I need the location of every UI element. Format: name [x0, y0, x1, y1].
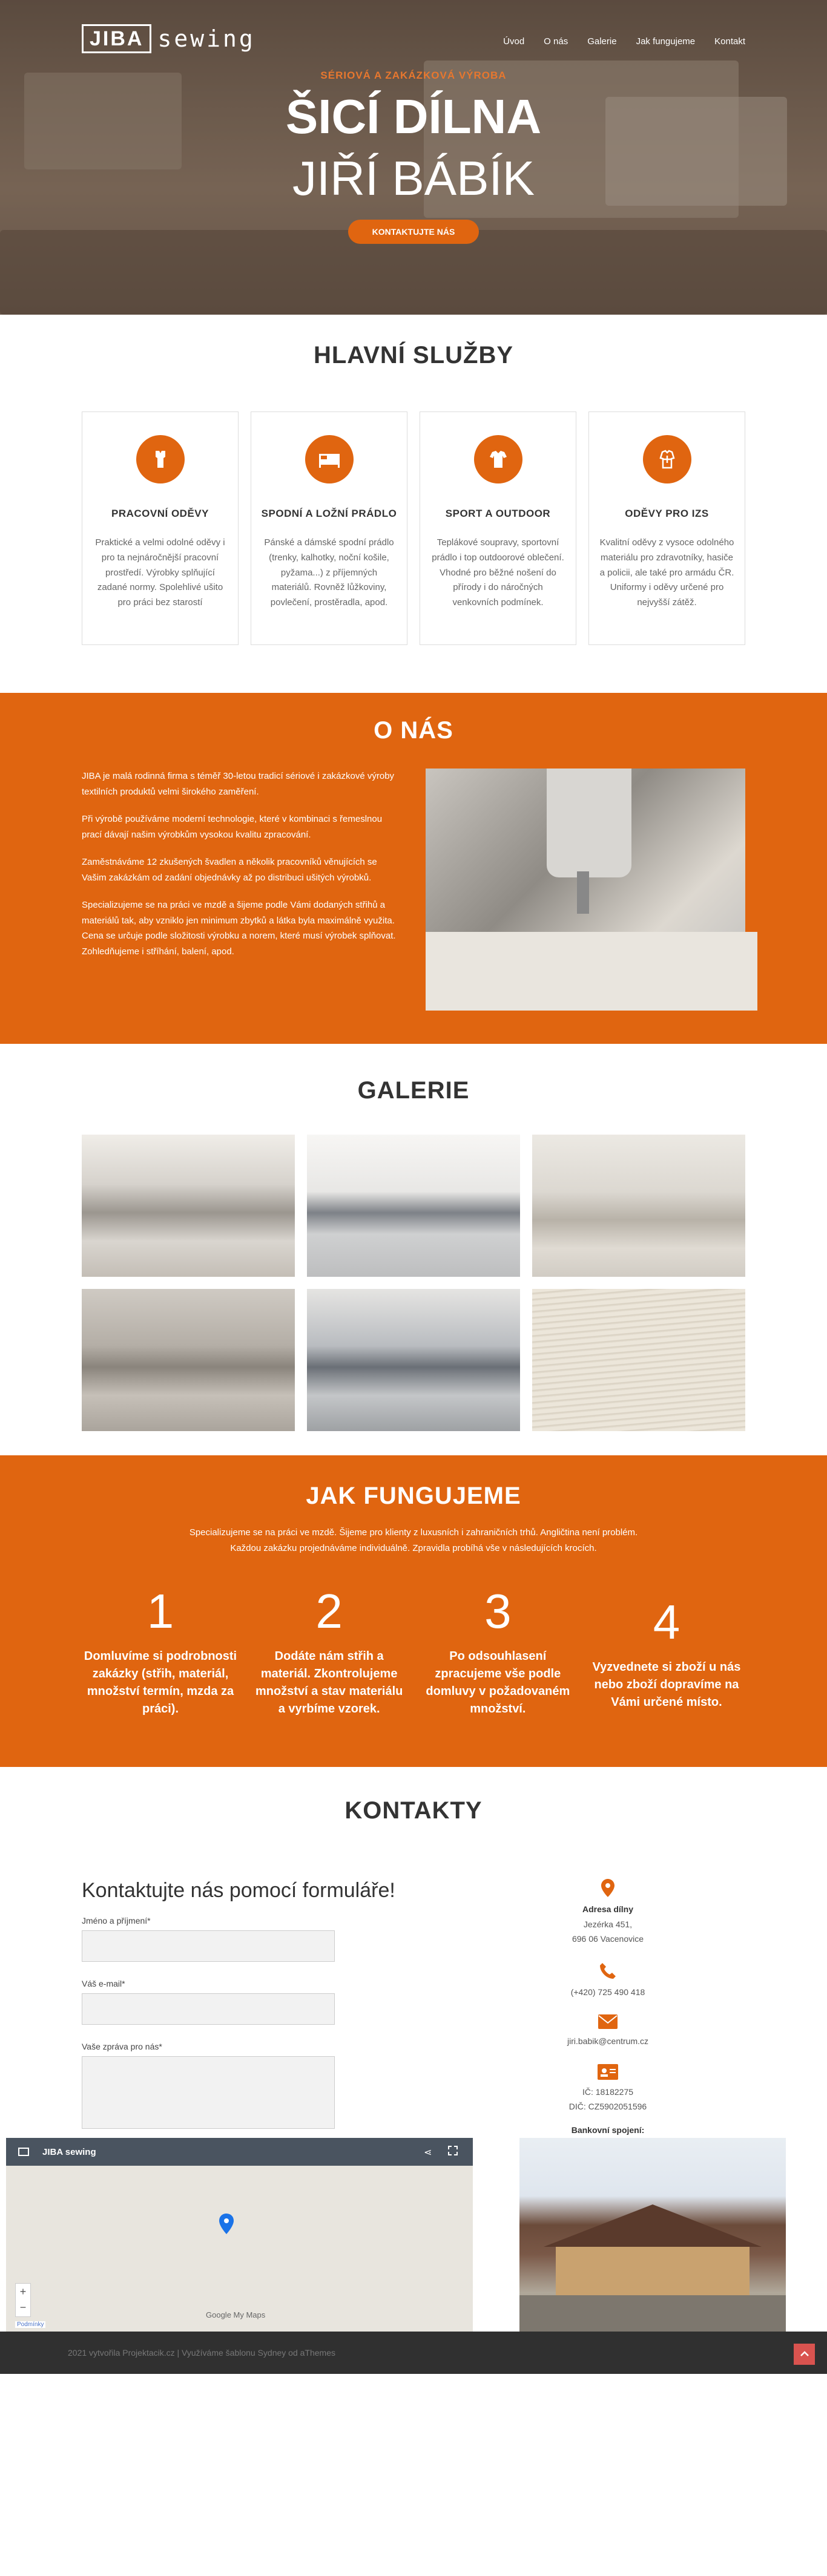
menu: [503, 36, 745, 47]
form-title: Kontaktujte nás pomocí formuláře!: [82, 1879, 395, 1902]
map-pin-icon[interactable]: [219, 2214, 234, 2234]
address-line: Jezérka 451,: [583, 1919, 633, 1929]
map-terms-link[interactable]: Podmínky: [15, 2321, 45, 2328]
service-card-title: ODĚVY PRO IZS: [625, 508, 709, 519]
service-card-desc: Pánské a dámské spodní prádlo (trenky, kalhotky, noční košile, pyžama...) z příjemných materiálů. Rovněž lůžkoviny, povlečení, prostěradla, apod.: [264, 537, 394, 608]
gallery-image[interactable]: [532, 1289, 745, 1431]
how-subtitle: [0, 1525, 827, 1557]
how-title: JAK FUNGUJEME: [306, 1483, 521, 1509]
how-subtitle-line: Každou zakázku projednáváme individuálně. Zpravidla probíhá vše v následujících krocích.: [230, 1543, 597, 1554]
main-navigation: [82, 24, 745, 61]
message-field[interactable]: [82, 2056, 335, 2129]
fullscreen-icon[interactable]: [448, 2146, 458, 2155]
step-number: 4: [653, 1594, 680, 1649]
sport-icon: [474, 435, 522, 483]
about-paragraph: Při výrobě používáme moderní technologie, které v kombinaci s řemeslnou prací dávají našim výrobkům vysokou kvalitu zpracování.: [82, 814, 383, 840]
step-number: 3: [484, 1584, 512, 1638]
contact-info: [547, 1879, 668, 2182]
phone-icon: [599, 1962, 617, 1980]
gallery-grid: [82, 1135, 745, 1431]
map-attribution: Google My Maps: [206, 2310, 266, 2319]
step-description: Dodáte nám střih a materiál. Zkontrolujeme množství a stav materiálu a vyrbíme vzorek.: [255, 1649, 403, 1716]
gallery-image[interactable]: [82, 1289, 295, 1431]
service-card: [420, 411, 576, 645]
service-card-desc: Teplákové soupravy, sportovní prádlo i top outdoorové oblečení. Vhodné pro běžné nošení do přírody i do náročných venkovních podmínek.: [432, 537, 564, 608]
map-sidebar-icon[interactable]: [18, 2148, 29, 2156]
email-field[interactable]: [82, 1993, 335, 2025]
id-card-icon: [598, 2064, 618, 2080]
logo-box: JIBA: [82, 24, 151, 53]
service-card: [82, 411, 239, 645]
nav-item-jak-fungujeme[interactable]: Jak fungujeme: [636, 36, 696, 47]
location-icon: [601, 1879, 614, 1897]
how-we-work-section: [0, 1455, 827, 1767]
map-header: [6, 2138, 473, 2166]
map-title: JIBA sewing: [42, 2146, 96, 2157]
contact-us-button[interactable]: KONTAKTUJTE NÁS: [348, 220, 479, 244]
about-paragraph: JIBA je malá rodinná firma s téměř 30-letou tradicí sériové i zakázkové výroby textilních produktů velmi širokého zaměření.: [82, 771, 395, 797]
nav-item-kontakt[interactable]: Kontakt: [714, 36, 745, 47]
email-address[interactable]: jiri.babik@centrum.cz: [567, 2036, 649, 2046]
ic-number: IČ: 18182275: [582, 2086, 634, 2097]
services-section: [0, 315, 827, 693]
map-embed[interactable]: [6, 2138, 473, 2332]
email-block: [547, 2014, 668, 2049]
footer: [0, 2332, 827, 2374]
service-card-title: SPORT A OUTDOOR: [445, 508, 551, 519]
service-card-title: SPODNÍ A LOŽNÍ PRÁDLO: [261, 508, 397, 519]
gallery-image[interactable]: [307, 1135, 520, 1277]
zoom-out-button[interactable]: −: [19, 2301, 27, 2313]
gallery-image[interactable]: [82, 1135, 295, 1277]
bank-title: Bankovní spojení:: [571, 2125, 645, 2135]
step-description: Vyzvednete si zboží u nás nebo zboží dopravíme na Vámi určené místo.: [592, 1660, 741, 1709]
hero-title: ŠICÍ DÍLNA: [285, 90, 542, 143]
step-description: Po odsouhlasení zpracujeme vše podle domluvy v požadovaném množství.: [426, 1649, 570, 1716]
hero-section: [0, 0, 827, 315]
service-card: [251, 411, 407, 645]
about-text: [82, 769, 401, 1011]
step-number: 1: [147, 1584, 174, 1638]
step: [82, 1584, 239, 1718]
hero-content: [0, 70, 827, 244]
share-icon[interactable]: ⋖: [424, 2148, 432, 2158]
address-title: Adresa dílny: [582, 1904, 634, 1914]
step: [419, 1584, 576, 1718]
service-card-desc: Praktické a velmi odolné oděvy i pro ta nejnáročnější pracovní prostředí. Výrobky splňující zadané normy. Spolehlivé ušito pro práci bez starostí: [95, 537, 225, 608]
service-card: [588, 411, 745, 645]
address-block: [547, 1879, 668, 1947]
step-number: 2: [315, 1584, 343, 1638]
nav-item-uvod[interactable]: Úvod: [503, 36, 525, 47]
about-paragraph: Specializujeme se na práci ve mzdě a šijeme podle Vámi dodaných střihů a materiálů tak, aby vzniklo jen minimum zbytků a látka byla maximálně využita. Cena se určuje podle složitosti výrobku a norem, které musí výrobek splňovat. Zohledňujeme i stříhání, balení, apod.: [82, 900, 396, 957]
sewing-machine-image: [426, 769, 745, 1011]
service-card-desc: Kvalitní oděvy z vysoce odolného materiálu pro zdravotníky, hasiče a policii, ale také pro armádu ČR. Uniformy i oděvy určené pro nejvyšší zátěž.: [599, 537, 734, 608]
name-field[interactable]: [82, 1930, 335, 1962]
envelope-icon: [598, 2014, 618, 2029]
name-label: Jméno a příjmení*: [82, 1916, 151, 1925]
bedding-icon: [305, 435, 354, 483]
contacts-title: KONTAKTY: [344, 1797, 483, 1824]
gallery-section: [0, 1044, 827, 1455]
about-paragraph: Zaměstnáváme 12 zkušených švadlen a několik pracovníků věnujících se Vašim zakázkám od zadání objednávky až po distribuci ušitých výrobků.: [82, 857, 377, 883]
chevron-up-icon: [800, 2349, 809, 2359]
steps: [82, 1584, 745, 1718]
workwear-icon: [136, 435, 185, 483]
hero-title-secondary: JIŘÍ BÁBÍK: [292, 151, 535, 205]
gallery-image[interactable]: [532, 1135, 745, 1277]
phone-number[interactable]: (+420) 725 490 418: [570, 1987, 645, 1997]
gallery-image[interactable]: [307, 1289, 520, 1431]
message-label: Vaše zpráva pro nás*: [82, 2042, 162, 2051]
gallery-title: GALERIE: [357, 1077, 470, 1104]
workshop-building-photo: [519, 2138, 786, 2332]
logo-text: sewing: [157, 25, 255, 52]
phone-block: [547, 1962, 668, 2000]
address-line: 696 06 Vacenovice: [572, 1934, 644, 1944]
nav-item-galerie[interactable]: Galerie: [587, 36, 617, 47]
zoom-controls: [15, 2283, 31, 2317]
step: [251, 1584, 408, 1718]
email-label: Váš e-mail*: [82, 1979, 125, 1988]
about-title: O NÁS: [374, 717, 453, 744]
ems-icon: [643, 435, 691, 483]
logo[interactable]: [82, 24, 255, 53]
step-description: Domluvíme si podrobnosti zakázky (střih, materiál, množství termín, mzda za práci).: [84, 1649, 237, 1716]
service-cards: [82, 411, 745, 645]
footer-text: 2021 vytvořila Projektacik.cz | Využíváme šablonu Sydney od aThemes: [68, 2348, 335, 2358]
about-section: [0, 693, 827, 1044]
contacts-section: [0, 1767, 827, 2332]
hero-subtitle: SÉRIOVÁ A ZAKÁZKOVÁ VÝROBA: [320, 70, 507, 81]
zoom-in-button[interactable]: +: [19, 2286, 27, 2298]
service-card-title: PRACOVNÍ ODĚVY: [111, 508, 209, 519]
step: [588, 1587, 745, 1718]
nav-item-o-nas[interactable]: O nás: [544, 36, 568, 47]
how-subtitle-line: Specializujeme se na práci ve mzdě. Šijeme pro klienty z luxusních i zahraničních trhů. Angličtina není problém.: [189, 1527, 638, 1538]
dic-number: DIČ: CZ5902051596: [568, 2102, 647, 2111]
scroll-to-top-button[interactable]: [794, 2344, 815, 2365]
services-title: HLAVNÍ SLUŽBY: [313, 342, 514, 369]
